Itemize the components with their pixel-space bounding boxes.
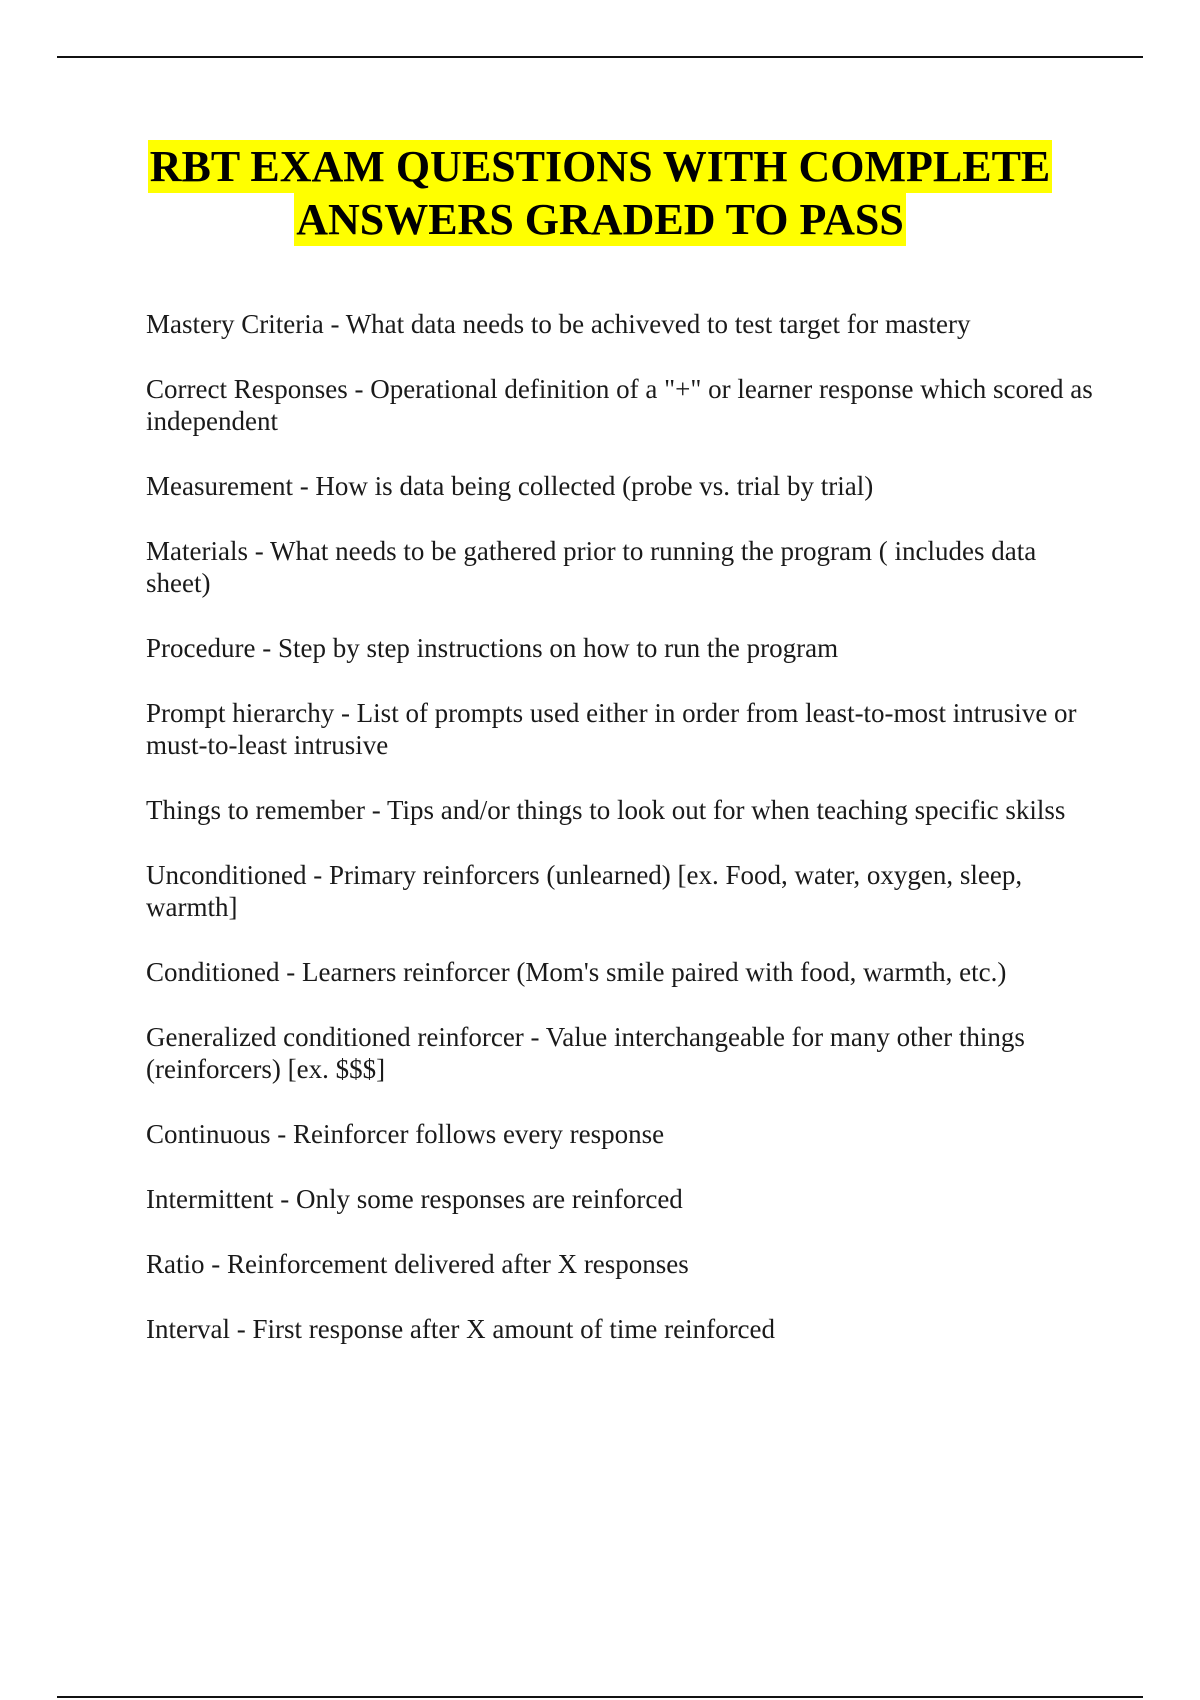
qa-entry: Generalized conditioned reinforcer - Value interchangeable for many other things (reinforcers) [ex. $$$] [146,1022,1025,1084]
qa-list [146,308,1096,1378]
qa-entry: Interval - First response after X amount of time reinforced [146,1314,776,1344]
document-title [0,140,1200,246]
top-divider [57,56,1143,58]
qa-entry: Procedure - Step by step instructions on how to run the program [146,633,839,663]
qa-entry: Materials - What needs to be gathered prior to running the program ( includes data sheet) [146,536,1037,598]
qa-entry: Correct Responses - Operational definition of a "+" or learner response which scored as independent [146,374,1093,436]
qa-entry: Things to remember - Tips and/or things to look out for when teaching specific skilss [146,795,1066,825]
bottom-divider [57,1696,1143,1698]
title-line-1: RBT EXAM QUESTIONS WITH COMPLETE [149,142,1051,191]
qa-entry: Prompt hierarchy - List of prompts used either in order from least-to-most intrusive or must-to-least intrusive [146,698,1077,760]
qa-entry: Continuous - Reinforcer follows every response [146,1119,665,1149]
qa-entry: Conditioned - Learners reinforcer (Mom's smile paired with food, warmth, etc.) [146,957,1007,987]
title-line-2: ANSWERS GRADED TO PASS [296,195,904,244]
qa-entry: Ratio - Reinforcement delivered after X responses [146,1249,689,1279]
qa-entry: Intermittent - Only some responses are reinforced [146,1184,683,1214]
qa-entry: Measurement - How is data being collected (probe vs. trial by trial) [146,471,874,501]
qa-entry: Mastery Criteria - What data needs to be achiveved to test target for mastery [146,309,971,339]
qa-entry: Unconditioned - Primary reinforcers (unlearned) [ex. Food, water, oxygen, sleep, warmth] [146,860,1023,922]
